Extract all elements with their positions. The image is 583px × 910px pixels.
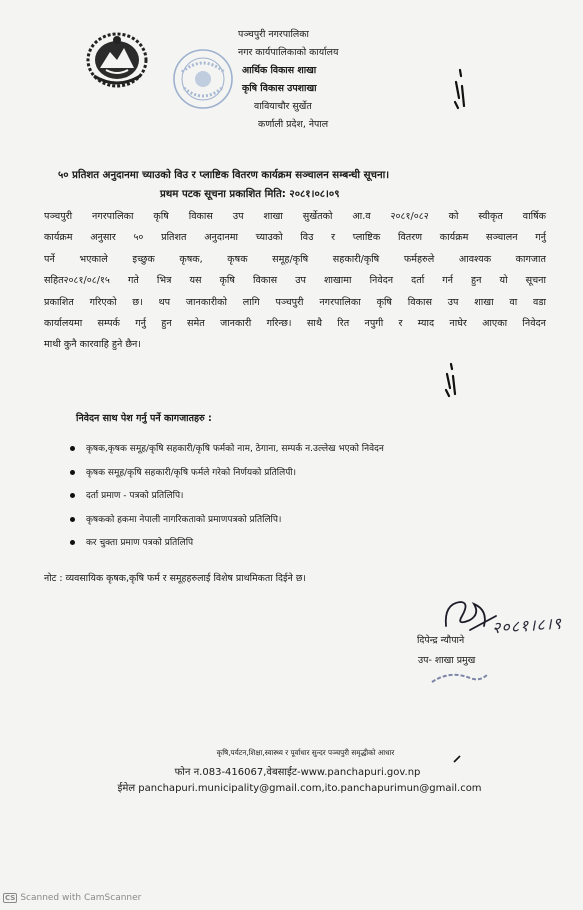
bullet-icon [70,470,75,475]
watermark-text: Scanned with CamScanner [20,893,142,903]
body-line: माथी कुनै कारवाहि हुने छैन। [44,339,142,351]
body-line: कार्यक्रम अनुसार ५० प्रतिशत अनुदानमा च्याउको विउ र प्लाष्टिक वितरण कार्यक्रम सञ्चालन गर्नु [44,232,546,244]
letterhead-block [228,26,378,134]
body-line: कार्यालयमा सम्पर्क गर्नु हुन समेत जानकारी गरिन्छ। साथै रित नपुगी र म्याद नाघेर आएका निवेदन [44,318,546,330]
list-item [70,512,540,536]
notice-body [44,206,546,356]
province-country: कर्णाली प्रदेश, नेपाल [258,119,329,130]
list-item [70,441,540,465]
scanner-watermark [3,893,141,903]
list-item [70,535,540,559]
signatory-name: दिपेन्द्र न्यौपाने [417,635,465,646]
footer-slogan: कृषि,पर्यटन,शिक्षा,स्वास्थ्य र पूर्वाधार सुन्दर पञ्चपुरी समृद्धीको आधार [216,748,395,757]
notice-title: ५० प्रतिशत अनुदानमा च्याउको विउ र प्लाष्टिक वितरण कार्यक्रम सञ्चालन सम्बन्धी सूचना। [58,170,390,181]
footer-email: ईमेल panchapuri.municipality@gmail.com,ito.panchapurimun@gmail.com [117,783,482,794]
list-item-text: कर चुक्ता प्रमाण पत्रको प्रतिलिपि [86,538,194,549]
office-seal-stamp [172,48,234,110]
body-line: सहित२०८१/०८/१५ गते भित्र यस कृषि विकास उप शाखामा निवेदन दर्ता गर्न हुन यो सूचना [44,275,546,287]
office-location: वावियाचौर सुर्खेत [254,101,312,112]
list-item-text: कृषक,कृषक समूह/कृषि सहकारी/कृषि फर्मको नाम, ठेगाना, सम्पर्क न.उल्लेख भएको निवेदन [86,444,384,454]
bullet-icon [70,493,75,498]
list-item [70,488,540,512]
faded-stamp [430,668,490,692]
footer-contact: फोन न.083-416067,वेबसाईट-www.panchapuri.gov.np [174,767,421,778]
list-item-text: दर्ता प्रमाण - पत्रको प्रतिलिपि। [86,491,184,502]
office-name: नगर कार्यपालिकाको कार्यालय [238,47,339,58]
publication-date-line: प्रथम पटक सूचना प्रकाशित मिति: २०८१।०८।०९ [160,189,340,200]
bullet-icon [70,517,75,522]
required-documents-list [70,441,540,559]
bullet-icon [70,446,75,451]
body-line: पर्ने भएकाले इच्छुक कृषक, कृषक समूह/कृषि सहकारी/कृषि फर्महरुले आवश्यक कागजात [44,253,546,265]
priority-note: नोट : व्यवसायिक कृषक,कृषि फर्म र समूहहरुलाई विशेष प्राथमिकता दिईने छ। [44,573,306,584]
pen-mark [453,68,467,110]
list-item-text: कृषकको हकमा नेपाली नागरिकताको प्रमाणपत्रको प्रतिलिपि। [86,514,282,525]
government-emblem-icon [86,30,148,88]
municipality-name: पञ्चपुरी नगरपालिका [238,29,309,40]
list-item-text: कृषक समूह/कृषि सहकारी/कृषि फर्मले गरेको निर्णयको प्रतिलिपी। [86,467,297,478]
body-line: पञ्चपुरी नगरपालिका कृषि विकास उप शाखा सुर्खेतको आ.व २०८१/०८२ को स्वीकृत वार्षिक [44,211,546,222]
camscanner-logo-icon: CS [5,894,16,902]
handwritten-date: २०८१।८।९ [491,613,563,638]
required-documents-heading: निवेदन साथ पेश गर्नु पर्ने कागजातहरु : [76,413,212,424]
body-line: प्रकाशित गरिएको छ। थप जानकारीको लागि पञ्चपुरी नगरपालिका कृषि विकास उप शाखा वा वडा [44,296,546,308]
subsection-name: कृषि विकास उपशाखा [242,83,317,94]
pen-mark [452,754,462,764]
list-item [70,465,540,489]
signatory-role: उप- शाखा प्रमुख [418,655,476,666]
bullet-icon [70,540,75,545]
pen-mark [444,362,458,398]
section-name: आर्थिक विकास शाखा [242,65,317,76]
